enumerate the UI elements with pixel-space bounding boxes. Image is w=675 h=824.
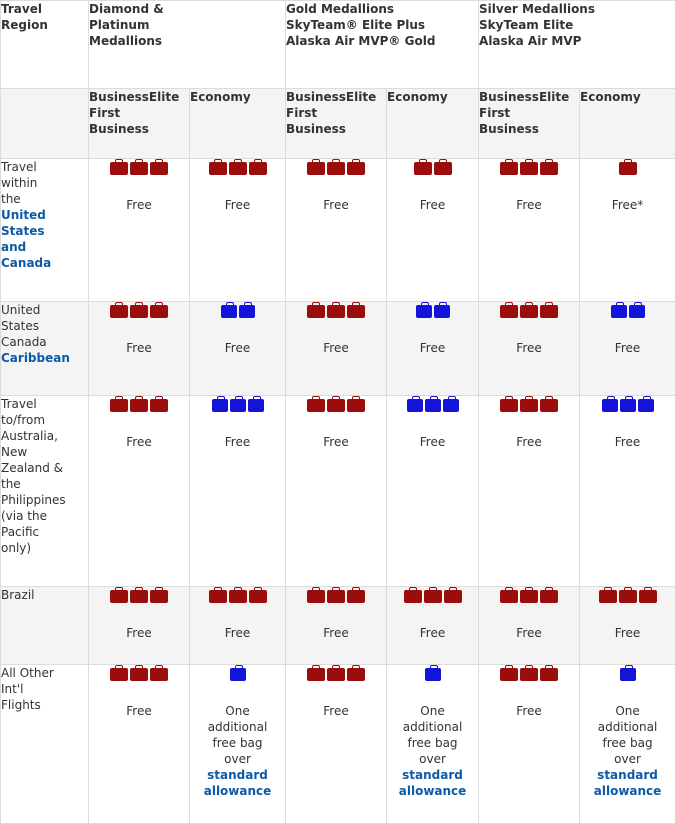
region-cell [1,302,89,396]
suitcase-icon [611,305,627,318]
standard-allowance-link[interactable]: allowance [190,783,285,799]
suitcase-icon [249,590,267,603]
allowance-text: Free [387,625,478,641]
suitcase-icon [307,399,325,412]
region-text: New [1,444,88,460]
suitcase-icon [239,305,255,318]
allowance-text: Free [387,434,478,450]
allowance-text: Free [580,625,675,641]
region-text: the [1,476,88,492]
region-text: only) [1,540,88,556]
bag-icons [89,159,189,175]
allowance-cell [479,159,580,302]
bag-icons [387,587,478,603]
bag-icons [89,396,189,412]
suitcase-icon [599,590,617,603]
allowance-cell [286,665,387,824]
bag-icons [190,587,285,603]
bag-icons [89,587,189,603]
allowance-text: Free* [580,197,675,213]
suitcase-icon [229,590,247,603]
allowance-text: Free [479,340,579,356]
allowance-cell [89,587,190,665]
allowance-cell [479,396,580,587]
travel-region-label: Travel Region [1,1,88,33]
sub-line: First [89,105,189,121]
bag-icons [286,302,386,318]
sub-line: Business [89,121,189,137]
sub-line: First [479,105,579,121]
table-row [1,159,675,302]
standard-allowance-link[interactable]: allowance [580,783,675,799]
allowance-cell [190,665,286,824]
col-group-line: Diamond & [89,1,285,17]
allowance-text: Free [190,434,285,450]
suitcase-icon [347,162,365,175]
region-text: Zealand & [1,460,88,476]
allowance-text: additional [190,719,285,735]
col-group-line: Medallions [89,33,285,49]
suitcase-icon [540,399,558,412]
bag-icons [387,396,478,412]
allowance-cell [387,396,479,587]
allowance-text: over [387,751,478,767]
sub-line: Economy [580,89,675,105]
allowance-text: Free [89,703,189,719]
suitcase-icon [110,590,128,603]
region-text: Philippines [1,492,88,508]
suitcase-icon [110,399,128,412]
allowance-text: Free [190,625,285,641]
bag-icons [479,396,579,412]
suitcase-icon [629,305,645,318]
sub-line: First [286,105,386,121]
region-text: Travel [1,396,88,412]
suitcase-icon [221,305,237,318]
allowance-text: Free [190,340,285,356]
allowance-cell [580,396,675,587]
region-cell [1,159,89,302]
allowance-text: Free [479,625,579,641]
allowance-text: Free [286,625,386,641]
table-body [1,159,675,824]
suitcase-icon [520,305,538,318]
suitcase-icon [540,305,558,318]
bag-icons [89,665,189,681]
suitcase-icon [307,668,325,681]
allowance-cell [479,587,580,665]
allowance-cell [387,665,479,824]
col-group-line: SkyTeam Elite [479,17,675,33]
region-link[interactable]: States [1,223,88,239]
region-cell [1,665,89,824]
allowance-cell [89,159,190,302]
bag-icons [286,587,386,603]
bag-icons [387,159,478,175]
table-row [1,665,675,824]
suitcase-icon [500,162,518,175]
allowance-cell [286,587,387,665]
bag-icons [286,665,386,681]
allowance-cell [286,396,387,587]
allowance-text: free bag [580,735,675,751]
suitcase-icon [150,162,168,175]
suitcase-icon [110,305,128,318]
suitcase-icon [443,399,459,412]
allowance-text: Free [286,703,386,719]
sub-line: BusinessElite [89,89,189,105]
suitcase-icon [150,305,168,318]
allowance-text: Free [89,625,189,641]
allowance-text: Free [479,703,579,719]
allowance-cell [89,396,190,587]
suitcase-icon [620,399,636,412]
suitcase-icon [110,668,128,681]
region-text: Int'l [1,681,88,697]
standard-allowance-link[interactable]: allowance [387,783,478,799]
standard-allowance-link[interactable]: standard [190,767,285,783]
gold-medallions-header [286,1,479,89]
subheader-row [1,89,675,159]
header-row [1,1,675,89]
allowance-text: additional [387,719,478,735]
allowance-cell [387,159,479,302]
region-text: Flights [1,697,88,713]
region-text: to/from [1,412,88,428]
suitcase-icon [347,305,365,318]
suitcase-icon [520,668,538,681]
suitcase-icon [434,305,450,318]
col-group-line: Alaska Air MVP [479,33,675,49]
suitcase-icon [347,668,365,681]
standard-allowance-link[interactable]: standard [387,767,478,783]
suitcase-icon [620,668,636,681]
bag-icons [286,396,386,412]
region-text: States [1,318,88,334]
suitcase-icon [130,399,148,412]
suitcase-icon [500,590,518,603]
table-row [1,396,675,587]
allowance-cell [190,302,286,396]
bag-icons [89,302,189,318]
suitcase-icon [424,590,442,603]
suitcase-icon [230,668,246,681]
suitcase-icon [540,162,558,175]
suitcase-icon [638,399,654,412]
region-subheader-blank [1,89,89,159]
suitcase-icon [425,399,441,412]
suitcase-icon [209,590,227,603]
allowance-text: Free [286,197,386,213]
suitcase-icon [347,399,365,412]
allowance-text: over [190,751,285,767]
allowance-text: over [580,751,675,767]
col-group-line: Gold Medallions [286,1,478,17]
region-link[interactable]: United [1,207,88,223]
suitcase-icon [212,399,228,412]
suitcase-icon [248,399,264,412]
allowance-cell [387,302,479,396]
suitcase-icon [434,162,452,175]
region-text: within [1,175,88,191]
bag-icons [190,302,285,318]
economy-subheader [387,89,479,159]
suitcase-icon [130,590,148,603]
suitcase-icon [619,590,637,603]
region-text: United [1,302,88,318]
allowance-text: Free [580,434,675,450]
allowance-text: free bag [387,735,478,751]
allowance-cell [580,665,675,824]
allowance-text: Free [387,197,478,213]
business-subheader [479,89,580,159]
economy-subheader [190,89,286,159]
allowance-text: additional [580,719,675,735]
suitcase-icon [540,590,558,603]
bag-icons [387,665,478,681]
col-group-line: SkyTeam® Elite Plus [286,17,478,33]
bag-icons [387,302,478,318]
sub-line: Economy [387,89,478,105]
bag-icons [479,665,579,681]
business-subheader [286,89,387,159]
allowance-cell [89,302,190,396]
suitcase-icon [404,590,422,603]
region-text: Canada [1,334,88,350]
col-group-line: Alaska Air MVP® Gold [286,33,478,49]
allowance-text: Free [286,434,386,450]
bag-icons [479,159,579,175]
suitcase-icon [327,305,345,318]
sub-line: Business [286,121,386,137]
bag-icons [580,665,675,681]
allowance-text: Free [479,197,579,213]
silver-medallions-header [479,1,675,89]
suitcase-icon [602,399,618,412]
suitcase-icon [619,162,637,175]
suitcase-icon [150,668,168,681]
suitcase-icon [307,590,325,603]
allowance-text: Free [190,197,285,213]
suitcase-icon [130,668,148,681]
region-cell [1,587,89,665]
suitcase-icon [327,590,345,603]
sub-line: Business [479,121,579,137]
region-text: Travel [1,159,88,175]
bag-icons [580,159,675,175]
allowance-text: Free [387,340,478,356]
bag-icons [190,665,285,681]
bag-icons [580,302,675,318]
allowance-cell [479,665,580,824]
col-group-line: Silver Medallions [479,1,675,17]
region-text: Pacific [1,524,88,540]
suitcase-icon [416,305,432,318]
region-text: Australia, [1,428,88,444]
sub-line: Economy [190,89,285,105]
bag-icons [190,396,285,412]
bag-icons [286,159,386,175]
allowance-text: One [387,703,478,719]
suitcase-icon [130,305,148,318]
travel-region-header [1,1,89,89]
region-link[interactable]: Canada [1,255,88,271]
suitcase-icon [500,668,518,681]
bag-icons [190,159,285,175]
allowance-text: Free [89,340,189,356]
allowance-text: Free [89,434,189,450]
table-row [1,587,675,665]
bag-icons [479,302,579,318]
suitcase-icon [130,162,148,175]
col-group-line: Platinum [89,17,285,33]
bag-icons [479,587,579,603]
sub-line: BusinessElite [479,89,579,105]
allowance-cell [387,587,479,665]
suitcase-icon [249,162,267,175]
suitcase-icon [327,399,345,412]
suitcase-icon [150,399,168,412]
sub-line: BusinessElite [286,89,386,105]
allowance-cell [190,159,286,302]
allowance-cell [89,665,190,824]
suitcase-icon [500,305,518,318]
allowance-text: Free [479,434,579,450]
suitcase-icon [520,590,538,603]
suitcase-icon [425,668,441,681]
suitcase-icon [444,590,462,603]
diamond-platinum-header [89,1,286,89]
suitcase-icon [500,399,518,412]
region-text: All Other [1,665,88,681]
business-subheader [89,89,190,159]
suitcase-icon [307,305,325,318]
table-row [1,302,675,396]
suitcase-icon [110,162,128,175]
region-text: (via the [1,508,88,524]
allowance-cell [286,159,387,302]
allowance-text: One [190,703,285,719]
suitcase-icon [327,668,345,681]
bag-icons [580,396,675,412]
allowance-cell [286,302,387,396]
suitcase-icon [639,590,657,603]
economy-subheader [580,89,675,159]
allowance-cell [580,159,675,302]
suitcase-icon [150,590,168,603]
allowance-cell [580,587,675,665]
region-link[interactable]: Caribbean [1,350,88,366]
suitcase-icon [414,162,432,175]
suitcase-icon [307,162,325,175]
allowance-text: free bag [190,735,285,751]
region-text: the [1,191,88,207]
suitcase-icon [229,162,247,175]
allowance-cell [190,396,286,587]
suitcase-icon [407,399,423,412]
suitcase-icon [209,162,227,175]
suitcase-icon [327,162,345,175]
standard-allowance-link[interactable]: standard [580,767,675,783]
bag-icons [580,587,675,603]
region-text: Brazil [1,587,88,603]
allowance-text: One [580,703,675,719]
allowance-text: Free [580,340,675,356]
suitcase-icon [540,668,558,681]
allowance-cell [479,302,580,396]
allowance-text: Free [286,340,386,356]
suitcase-icon [520,162,538,175]
allowance-cell [190,587,286,665]
suitcase-icon [230,399,246,412]
region-cell [1,396,89,587]
allowance-text: Free [89,197,189,213]
suitcase-icon [347,590,365,603]
suitcase-icon [520,399,538,412]
allowance-cell [580,302,675,396]
region-link[interactable]: and [1,239,88,255]
